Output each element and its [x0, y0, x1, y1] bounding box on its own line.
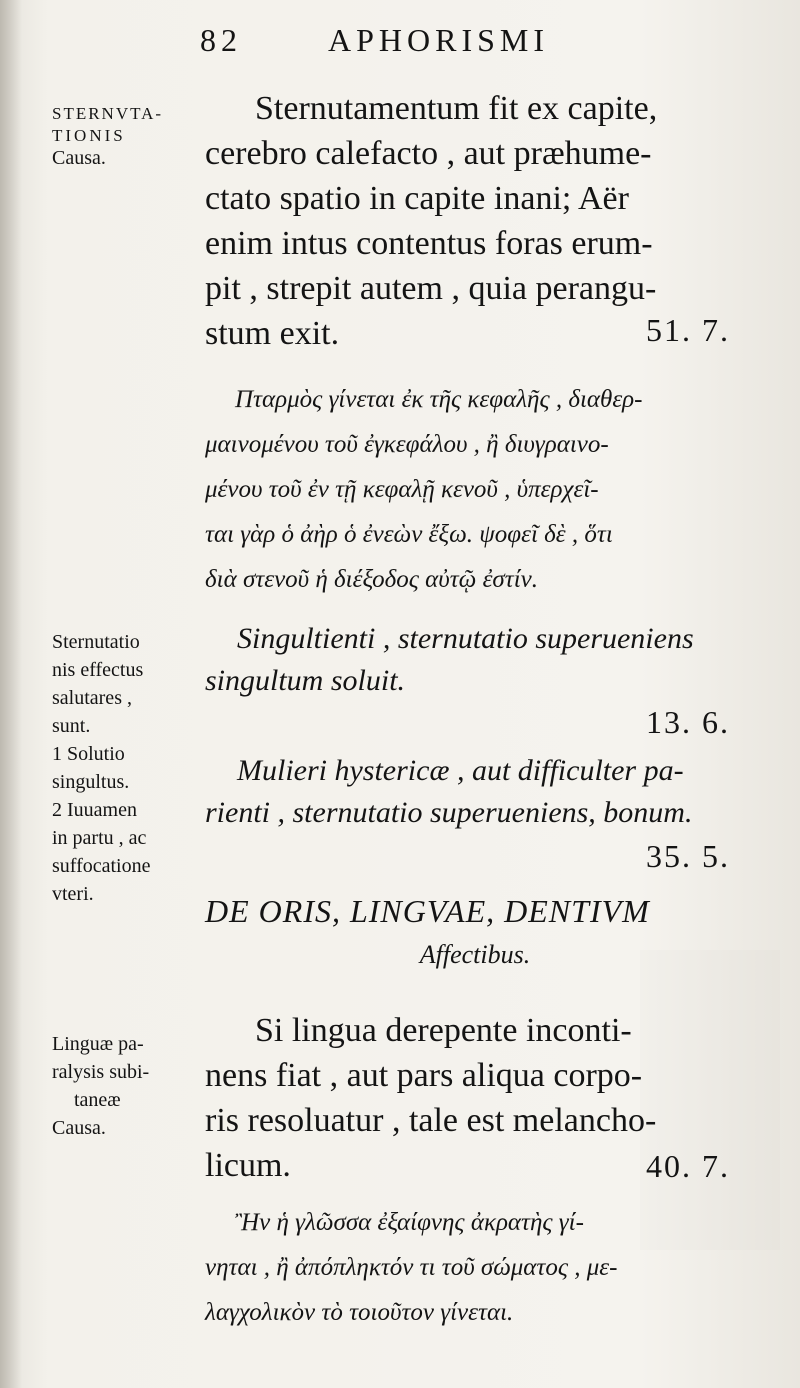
text-line: licum.: [205, 1147, 291, 1184]
greek-line: μαινομένου τοῦ ἐγκεφάλου , ἢ διυγραινο-: [205, 431, 609, 458]
aphorism-1-greek: [205, 377, 745, 602]
gutter-shadow: [0, 0, 22, 1388]
section-heading: DE ORIS, LINGVAE, DENTIVM: [205, 893, 650, 929]
aphorism-1-reference: 51. 7.: [646, 312, 730, 348]
margin-note-line: Linguæ pa-: [52, 1033, 144, 1055]
greek-line: μένου τοῦ ἐν τῇ κεφαλῇ κενοῦ , ὑπερχεῖ-: [205, 476, 599, 503]
greek-line: νηται , ἢ ἀπόπληκτόν τι τοῦ σώματος , με-: [205, 1254, 618, 1281]
text-line: ctato spatio in capite inani; Aër: [205, 180, 629, 217]
page-header: [200, 22, 760, 66]
text-line: rienti , sternutatio superueniens, bonum.: [205, 796, 693, 829]
margin-note-line: STERNVTA-: [52, 104, 164, 123]
margin-note-line: ralysis subi-: [52, 1061, 150, 1083]
text-line: pit , strepit autem , quia perangu-: [205, 270, 657, 307]
margin-note-line: salutares ,: [52, 687, 132, 709]
aphorism-4-greek: [205, 1200, 745, 1335]
greek-line: Πταρμὸς γίνεται ἐκ τῆς κεφαλῆς , διαθερ-: [235, 386, 643, 413]
text-line: cerebro calefacto , aut præhume-: [205, 135, 652, 172]
text-line: stum exit.: [205, 315, 340, 352]
text-line: Mulieri hystericæ , aut difficulter pa-: [237, 754, 684, 787]
margin-note-line: vteri.: [52, 883, 94, 905]
aphorism-3-reference: 35. 5.: [646, 838, 730, 874]
margin-note-line: suffocatione: [52, 855, 151, 877]
aphorism-4-reference: 40. 7.: [646, 1148, 730, 1184]
margin-note-sternutationis-effectus: [52, 628, 202, 908]
page-number: 82: [200, 22, 242, 58]
margin-note-line: singultus.: [52, 771, 130, 793]
margin-note-line: taneæ: [74, 1089, 121, 1111]
aphorism-2-latin: [205, 618, 745, 702]
text-line: Si lingua derepente inconti-: [255, 1012, 632, 1049]
text-line: singultum soluit.: [205, 664, 406, 697]
margin-note-line: nis effectus: [52, 659, 144, 681]
section-subheading: Affectibus.: [419, 940, 531, 969]
margin-note-sternutationis-causa: [52, 100, 202, 172]
aphorism-2-reference: 13. 6.: [646, 704, 730, 740]
aphorism-3-latin: [205, 750, 745, 834]
running-head: APHORISMI: [328, 22, 550, 58]
margin-note-line: TIONIS: [52, 126, 126, 145]
greek-line: Ἢν ἡ γλῶσσα ἐξαίφνης ἀκρατὴς γί-: [235, 1209, 584, 1236]
margin-note-line: 1 Solutio: [52, 743, 125, 765]
text-line: Sternutamentum fit ex capite,: [255, 90, 658, 127]
margin-note-line: sunt.: [52, 715, 91, 737]
greek-line: λαγχολικὸν τὸ τοιοῦτον γίνεται.: [205, 1299, 514, 1326]
margin-note-line: Sternutatio: [52, 631, 140, 653]
text-line: ris resoluatur , tale est melancho-: [205, 1102, 657, 1139]
margin-note-linguae-paralysis: [52, 1030, 202, 1142]
margin-note-line: 2 Iuuamen: [52, 799, 137, 821]
margin-note-line: Causa.: [52, 1117, 106, 1139]
text-line: enim intus contentus foras erum-: [205, 225, 653, 262]
text-line: Singultienti , sternutatio superueniens: [237, 622, 694, 655]
greek-line: ται γὰρ ὁ ἀὴρ ὁ ἐνεὼν ἔξω. ψοφεῖ δὲ , ὅτι: [205, 521, 613, 548]
margin-note-line: Causa.: [52, 147, 106, 169]
text-line: nens fiat , aut pars aliqua corpo-: [205, 1057, 643, 1094]
greek-line: διὰ στενοῦ ἡ διέξοδος αὐτῷ ἐστίν.: [205, 566, 538, 593]
margin-note-line: in partu , ac: [52, 827, 147, 849]
